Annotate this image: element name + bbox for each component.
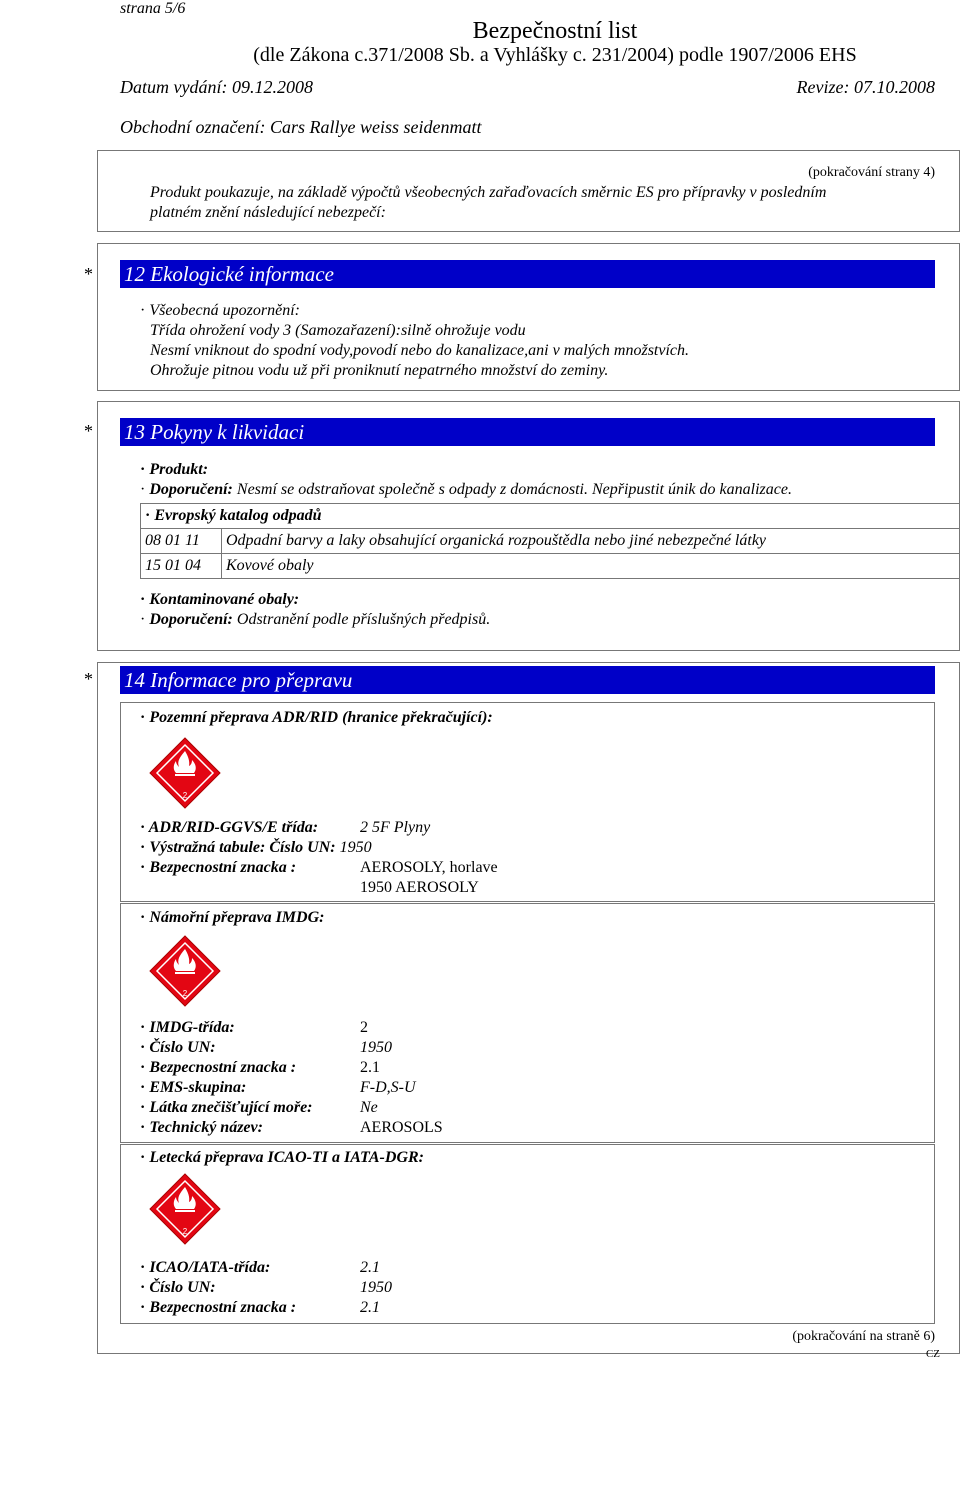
recommendation-line: · Doporučení: Nesmí se odstraňovat společně s odpady z domácnosti. Nepřipustit únik do kanalizace. xyxy=(140,481,792,498)
pictogram-class-label: 2 xyxy=(182,791,188,800)
table-row xyxy=(141,504,960,529)
flammable-gas-pictogram-icon xyxy=(148,736,222,810)
waste-code: 15 01 04 xyxy=(141,554,222,579)
recommendation-2-line: · Doporučení: Odstranění podle příslušných předpisů. xyxy=(140,611,491,628)
intro-line-1: Produkt poukazuje, na základě výpočtů všeobecných zařaďovacích směrnic ES pro přípravky v posledním xyxy=(150,184,827,201)
waste-code: 08 01 11 xyxy=(141,529,222,554)
land-transport-label: · Pozemní přeprava ADR/RID (hranice překračující): xyxy=(140,709,493,726)
imdg-un-label: · Číslo UN: xyxy=(140,1039,216,1056)
technical-name-label: · Technický název: xyxy=(140,1119,263,1136)
imdg-label-value: 2.1 xyxy=(360,1059,380,1076)
change-marker: * xyxy=(84,264,93,284)
waste-catalog-table xyxy=(140,503,960,579)
flammable-gas-pictogram-icon xyxy=(148,1172,222,1246)
imdg-label-label: · Bezpecnostní znacka : xyxy=(140,1059,297,1076)
icao-class-label: · ICAO/IATA-třída: xyxy=(140,1259,271,1276)
general-warnings-label: · Všeobecná upozornění: xyxy=(140,302,300,319)
imdg-class-label: · IMDG-třída: xyxy=(140,1019,235,1036)
icao-un-label: · Číslo UN: xyxy=(140,1279,216,1296)
technical-name-value: AEROSOLS xyxy=(360,1119,443,1136)
product-label: · Produkt: xyxy=(140,461,209,478)
contaminated-packaging-label: · Kontaminované obaly: xyxy=(140,591,300,608)
revision-date: Revize: 07.10.2008 xyxy=(796,77,935,97)
sea-transport-label: · Námořní přeprava IMDG: xyxy=(140,909,325,926)
page-number: strana 5/6 xyxy=(120,0,186,17)
continuation-top: (pokračování strany 4) xyxy=(808,165,935,180)
safety-label-value-2: 1950 AEROSOLY xyxy=(360,879,479,896)
adr-class-value: 2 5F Plyny xyxy=(360,819,431,836)
marine-pollutant-value: Ne xyxy=(360,1099,378,1116)
no-drain-line: Nesmí vniknout do spodní vody,povodí nebo do kanalizace,ani v malých množstvích. xyxy=(150,342,690,359)
icao-label-label: · Bezpecnostní znacka : xyxy=(140,1299,297,1316)
flammable-gas-pictogram-icon xyxy=(148,934,222,1008)
warning-panel-label: · Výstražná tabule: Číslo UN: 1950 xyxy=(140,839,372,856)
change-marker: * xyxy=(84,669,93,689)
document-title: Bezpečnostní list xyxy=(472,18,638,44)
icao-un-value: 1950 xyxy=(360,1279,392,1296)
ems-label: · EMS-skupina: xyxy=(140,1079,247,1096)
language-code: CZ xyxy=(925,1348,940,1360)
imdg-un-value: 1950 xyxy=(360,1039,392,1056)
section-14-title: 14 Informace pro přepravu xyxy=(120,666,935,694)
continuation-bottom: (pokračování na straně 6) xyxy=(792,1329,935,1344)
section-13-title: 13 Pokyny k likvidaci xyxy=(120,418,935,446)
table-row xyxy=(141,554,960,579)
change-marker: * xyxy=(84,421,93,441)
trade-name: Obchodní označení: Cars Rallye weiss seidenmatt xyxy=(120,117,482,137)
icao-label-value: 2.1 xyxy=(360,1299,380,1316)
adr-class-label: · ADR/RID-GGVS/E třída: xyxy=(140,819,319,836)
air-transport-box xyxy=(120,1144,935,1324)
air-transport-label: · Letecká přeprava ICAO-TI a IATA-DGR: xyxy=(140,1149,424,1166)
drinking-water-line: Ohrožuje pitnou vodu už při proniknutí nepatrného množství do zeminy. xyxy=(150,362,609,379)
marine-pollutant-label: · Látka znečišťující moře: xyxy=(140,1099,313,1116)
waste-description: Kovové obaly xyxy=(222,554,960,579)
ems-value: F-D,S-U xyxy=(360,1079,416,1096)
imdg-class-value: 2 xyxy=(360,1019,368,1036)
pictogram-class-label: 2 xyxy=(182,1227,188,1236)
table-row xyxy=(141,529,960,554)
intro-line-2: platném znění následující nebezpečí: xyxy=(150,204,386,221)
waste-description: Odpadní barvy a laky obsahující organická rozpouštědla nebo jiné nebezpečné látky xyxy=(222,529,960,554)
icao-class-value: 2.1 xyxy=(360,1259,380,1276)
safety-label-value: AEROSOLY, horlave xyxy=(360,859,498,876)
document-subtitle: (dle Zákona c.371/2008 Sb. a Vyhlášky c. 231/2004) podle 1907/2006 EHS xyxy=(253,44,857,66)
pictogram-class-label: 2 xyxy=(182,989,188,998)
issue-date: Datum vydání: 09.12.2008 xyxy=(120,77,313,97)
water-hazard-line: Třída ohrožení vody 3 (Samozařazení):silně ohrožuje vodu xyxy=(150,322,526,339)
safety-label-label: · Bezpecnostní znacka : xyxy=(140,859,297,876)
catalog-header: · Evropský katalog odpadů xyxy=(141,504,960,529)
section-12-title: 12 Ekologické informace xyxy=(120,260,935,288)
